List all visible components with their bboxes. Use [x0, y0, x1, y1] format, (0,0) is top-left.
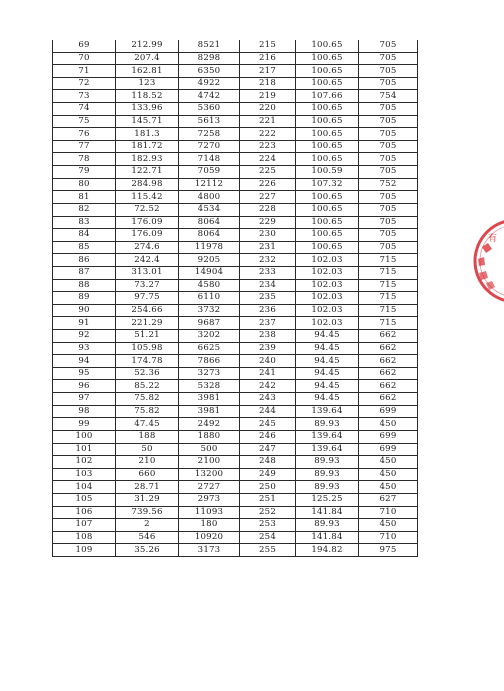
- table-cell-value-b: 5328: [179, 380, 240, 393]
- table-cell-row-no-2: 249: [240, 468, 296, 481]
- table-row: [53, 178, 418, 191]
- table-cell-value-a: 50: [116, 443, 179, 456]
- table-cell-row-no-2: 221: [240, 115, 296, 128]
- table-row: [53, 241, 418, 254]
- table-cell-value-c: 100.65: [296, 140, 359, 153]
- table-cell-value-b: 6625: [179, 342, 240, 355]
- table-cell-row-no-2: 250: [240, 481, 296, 494]
- table-cell-value-a: 221.29: [116, 317, 179, 330]
- table-cell-row-no-2: 220: [240, 103, 296, 116]
- table-cell-value-a: 242.4: [116, 254, 179, 267]
- table-cell-value-c: 100.65: [296, 128, 359, 141]
- table-cell-value-d: 450: [359, 481, 418, 494]
- table-cell-row-no: 76: [53, 128, 116, 141]
- table-cell-value-b: 6110: [179, 292, 240, 305]
- table-row: [53, 77, 418, 90]
- table-cell-value-a: 51.21: [116, 330, 179, 343]
- table-cell-value-a: 47.45: [116, 418, 179, 431]
- table-cell-row-no-2: 242: [240, 380, 296, 393]
- table-cell-value-d: 662: [359, 380, 418, 393]
- table-cell-row-no: 82: [53, 203, 116, 216]
- table-row: [53, 279, 418, 292]
- table-cell-value-d: 699: [359, 430, 418, 443]
- table-cell-value-c: 100.65: [296, 153, 359, 166]
- table-cell-value-b: 3202: [179, 330, 240, 343]
- table-row: [53, 355, 418, 368]
- table-cell-value-a: 176.09: [116, 216, 179, 229]
- table-row: [53, 506, 418, 519]
- table-cell-row-no-2: 236: [240, 304, 296, 317]
- table-cell-value-c: 100.59: [296, 166, 359, 179]
- table-cell-value-b: 4580: [179, 279, 240, 292]
- table-cell-row-no: 75: [53, 115, 116, 128]
- table-cell-value-a: 28.71: [116, 481, 179, 494]
- table-cell-row-no-2: 225: [240, 166, 296, 179]
- table-cell-value-b: 2100: [179, 456, 240, 469]
- table-cell-value-b: 1880: [179, 430, 240, 443]
- seal-text: 有: [488, 234, 498, 244]
- table-cell-value-a: 97.75: [116, 292, 179, 305]
- table-cell-value-d: 715: [359, 292, 418, 305]
- table-cell-row-no: 88: [53, 279, 116, 292]
- table-cell-value-c: 100.65: [296, 216, 359, 229]
- table-cell-row-no: 94: [53, 355, 116, 368]
- table-cell-row-no-2: 244: [240, 405, 296, 418]
- table-cell-row-no-2: 217: [240, 65, 296, 78]
- table-cell-row-no: 99: [53, 418, 116, 431]
- table-cell-value-a: 52.36: [116, 367, 179, 380]
- table-cell-value-b: 7148: [179, 153, 240, 166]
- table-cell-row-no-2: 232: [240, 254, 296, 267]
- table-cell-value-c: 100.65: [296, 103, 359, 116]
- table-cell-value-b: 180: [179, 519, 240, 532]
- table-cell-value-a: 284.98: [116, 178, 179, 191]
- table-cell-value-b: 7258: [179, 128, 240, 141]
- table-row: [53, 367, 418, 380]
- table-cell-value-d: 715: [359, 317, 418, 330]
- table-row: [53, 115, 418, 128]
- table-row: [53, 216, 418, 229]
- table-cell-row-no: 107: [53, 519, 116, 532]
- table-cell-value-b: 8298: [179, 52, 240, 65]
- table-cell-value-a: 174.78: [116, 355, 179, 368]
- table-cell-value-b: 10920: [179, 531, 240, 544]
- table-cell-value-c: 94.45: [296, 355, 359, 368]
- table-cell-value-b: 3273: [179, 367, 240, 380]
- table-cell-row-no: 102: [53, 456, 116, 469]
- table-cell-row-no: 78: [53, 153, 116, 166]
- table-cell-value-a: 739.56: [116, 506, 179, 519]
- table-cell-value-d: 754: [359, 90, 418, 103]
- table-cell-value-d: 705: [359, 77, 418, 90]
- table-cell-row-no-2: 229: [240, 216, 296, 229]
- table-cell-value-c: 94.45: [296, 367, 359, 380]
- table-cell-value-b: 3173: [179, 544, 240, 557]
- table-cell-value-d: 662: [359, 393, 418, 406]
- table-cell-row-no: 92: [53, 330, 116, 343]
- table-cell-value-b: 7059: [179, 166, 240, 179]
- table-cell-row-no-2: 247: [240, 443, 296, 456]
- table-cell-row-no-2: 245: [240, 418, 296, 431]
- table-cell-value-d: 662: [359, 330, 418, 343]
- table-cell-row-no-2: 246: [240, 430, 296, 443]
- table-cell-row-no-2: 251: [240, 493, 296, 506]
- table-cell-value-d: 705: [359, 115, 418, 128]
- table-cell-row-no: 100: [53, 430, 116, 443]
- table-cell-value-c: 102.03: [296, 279, 359, 292]
- table-cell-value-a: 207.4: [116, 52, 179, 65]
- table-row: [53, 380, 418, 393]
- table-cell-value-d: 662: [359, 355, 418, 368]
- table-row: [53, 317, 418, 330]
- table-cell-value-c: 141.84: [296, 506, 359, 519]
- table-cell-row-no: 69: [53, 40, 116, 52]
- table-cell-value-b: 2727: [179, 481, 240, 494]
- table-cell-value-c: 94.45: [296, 342, 359, 355]
- table-cell-value-a: 105.98: [116, 342, 179, 355]
- table-cell-value-c: 102.03: [296, 254, 359, 267]
- table-row: [53, 418, 418, 431]
- table-cell-value-c: 141.84: [296, 531, 359, 544]
- table-body: [53, 40, 418, 556]
- table-cell-value-d: 699: [359, 405, 418, 418]
- table-cell-value-d: 705: [359, 166, 418, 179]
- table-cell-value-c: 94.45: [296, 393, 359, 406]
- table-cell-value-a: 660: [116, 468, 179, 481]
- table-cell-value-b: 500: [179, 443, 240, 456]
- table-row: [53, 103, 418, 116]
- table-cell-value-c: 100.65: [296, 52, 359, 65]
- table-cell-value-c: 100.65: [296, 40, 359, 52]
- table-cell-value-d: 715: [359, 304, 418, 317]
- table-cell-value-c: 89.93: [296, 418, 359, 431]
- table-row: [53, 544, 418, 557]
- table-cell-value-d: 699: [359, 443, 418, 456]
- table-cell-row-no: 79: [53, 166, 116, 179]
- table-cell-row-no-2: 243: [240, 393, 296, 406]
- table-cell-value-b: 14904: [179, 266, 240, 279]
- table-cell-value-c: 100.65: [296, 241, 359, 254]
- table-cell-row-no-2: 230: [240, 229, 296, 242]
- table-cell-value-b: 5613: [179, 115, 240, 128]
- table-cell-row-no: 95: [53, 367, 116, 380]
- table-cell-row-no: 85: [53, 241, 116, 254]
- table-cell-value-c: 102.03: [296, 317, 359, 330]
- table-cell-row-no: 109: [53, 544, 116, 557]
- official-seal: [468, 213, 504, 309]
- table-cell-value-c: 89.93: [296, 481, 359, 494]
- data-table: [52, 40, 418, 557]
- table-cell-row-no-2: 241: [240, 367, 296, 380]
- table-cell-value-c: 100.65: [296, 65, 359, 78]
- table-cell-row-no: 80: [53, 178, 116, 191]
- table-row: [53, 292, 418, 305]
- table-cell-value-a: 254.66: [116, 304, 179, 317]
- table-cell-row-no: 97: [53, 393, 116, 406]
- table-cell-value-b: 11093: [179, 506, 240, 519]
- table-cell-row-no-2: 215: [240, 40, 296, 52]
- table-cell-value-c: 125.25: [296, 493, 359, 506]
- table-cell-row-no-2: 248: [240, 456, 296, 469]
- table-cell-value-d: 715: [359, 254, 418, 267]
- table-row: [53, 52, 418, 65]
- table-cell-row-no: 70: [53, 52, 116, 65]
- table-row: [53, 40, 418, 52]
- table-cell-value-d: 710: [359, 531, 418, 544]
- table-cell-row-no-2: 219: [240, 90, 296, 103]
- table-row: [53, 90, 418, 103]
- table-cell-value-a: 118.52: [116, 90, 179, 103]
- table-cell-row-no: 87: [53, 266, 116, 279]
- table-cell-row-no-2: 233: [240, 266, 296, 279]
- table-cell-row-no-2: 234: [240, 279, 296, 292]
- table-cell-row-no-2: 227: [240, 191, 296, 204]
- table-cell-value-a: 182.93: [116, 153, 179, 166]
- table-cell-value-d: 705: [359, 103, 418, 116]
- table-cell-value-a: 176.09: [116, 229, 179, 242]
- table-cell-value-d: 450: [359, 519, 418, 532]
- table-cell-value-a: 123: [116, 77, 179, 90]
- table-cell-row-no-2: 218: [240, 77, 296, 90]
- table-cell-row-no: 73: [53, 90, 116, 103]
- table-cell-value-c: 100.65: [296, 77, 359, 90]
- table-row: [53, 229, 418, 242]
- table-row: [53, 519, 418, 532]
- table-cell-value-b: 3981: [179, 405, 240, 418]
- table-cell-value-c: 94.45: [296, 330, 359, 343]
- table-cell-value-c: 139.64: [296, 443, 359, 456]
- table-cell-value-b: 7270: [179, 140, 240, 153]
- table-cell-value-b: 11978: [179, 241, 240, 254]
- table-cell-row-no: 105: [53, 493, 116, 506]
- table-cell-row-no-2: 216: [240, 52, 296, 65]
- table-row: [53, 153, 418, 166]
- table-cell-row-no: 74: [53, 103, 116, 116]
- table-cell-value-a: 115.42: [116, 191, 179, 204]
- table-row: [53, 140, 418, 153]
- table-row: [53, 456, 418, 469]
- table-row: [53, 166, 418, 179]
- table-row: [53, 65, 418, 78]
- table-cell-row-no-2: 254: [240, 531, 296, 544]
- table-cell-value-d: 450: [359, 456, 418, 469]
- table-cell-value-c: 107.32: [296, 178, 359, 191]
- table-cell-row-no-2: 237: [240, 317, 296, 330]
- table-cell-value-a: 181.3: [116, 128, 179, 141]
- table-cell-value-b: 4534: [179, 203, 240, 216]
- table-cell-row-no: 98: [53, 405, 116, 418]
- table-cell-row-no: 72: [53, 77, 116, 90]
- table-cell-value-a: 72.52: [116, 203, 179, 216]
- table-cell-row-no-2: 228: [240, 203, 296, 216]
- table-cell-row-no: 71: [53, 65, 116, 78]
- table-row: [53, 304, 418, 317]
- table-cell-value-d: 705: [359, 216, 418, 229]
- table-row: [53, 393, 418, 406]
- table-cell-value-d: 627: [359, 493, 418, 506]
- table-cell-value-d: 705: [359, 229, 418, 242]
- table-cell-value-c: 89.93: [296, 456, 359, 469]
- table-cell-value-c: 94.45: [296, 380, 359, 393]
- table-row: [53, 531, 418, 544]
- table-row: [53, 191, 418, 204]
- table-cell-value-a: 75.82: [116, 393, 179, 406]
- table-cell-row-no-2: 226: [240, 178, 296, 191]
- table-row: [53, 342, 418, 355]
- table-cell-row-no-2: 223: [240, 140, 296, 153]
- table-cell-value-d: 705: [359, 65, 418, 78]
- table-cell-value-d: 450: [359, 468, 418, 481]
- table-cell-value-a: 35.26: [116, 544, 179, 557]
- table-cell-value-a: 313.01: [116, 266, 179, 279]
- table-row: [53, 128, 418, 141]
- table-cell-row-no-2: 231: [240, 241, 296, 254]
- table-cell-value-d: 752: [359, 178, 418, 191]
- table-cell-row-no: 108: [53, 531, 116, 544]
- table-cell-value-b: 9687: [179, 317, 240, 330]
- table-cell-value-b: 8064: [179, 229, 240, 242]
- table-row: [53, 443, 418, 456]
- table-row: [53, 254, 418, 267]
- table-cell-value-d: 705: [359, 52, 418, 65]
- table-cell-value-b: 9205: [179, 254, 240, 267]
- table-cell-row-no-2: 253: [240, 519, 296, 532]
- table-cell-value-d: 705: [359, 203, 418, 216]
- table-cell-value-b: 2973: [179, 493, 240, 506]
- table-cell-value-a: 162.81: [116, 65, 179, 78]
- table-cell-row-no-2: 255: [240, 544, 296, 557]
- table-cell-value-c: 100.65: [296, 191, 359, 204]
- table-cell-value-c: 89.93: [296, 468, 359, 481]
- table-row: [53, 266, 418, 279]
- table-cell-value-a: 212.99: [116, 40, 179, 52]
- table-row: [53, 203, 418, 216]
- table-cell-value-b: 4922: [179, 77, 240, 90]
- table-cell-row-no: 77: [53, 140, 116, 153]
- table-cell-value-a: 133.96: [116, 103, 179, 116]
- table-cell-value-c: 107.66: [296, 90, 359, 103]
- table-cell-row-no-2: 222: [240, 128, 296, 141]
- table-cell-value-b: 5360: [179, 103, 240, 116]
- table-cell-value-b: 3732: [179, 304, 240, 317]
- table-cell-row-no: 91: [53, 317, 116, 330]
- table-cell-value-c: 100.65: [296, 229, 359, 242]
- table-cell-value-b: 7866: [179, 355, 240, 368]
- table-cell-row-no-2: 235: [240, 292, 296, 305]
- table-cell-value-b: 8064: [179, 216, 240, 229]
- table-cell-value-d: 705: [359, 128, 418, 141]
- table-cell-value-b: 2492: [179, 418, 240, 431]
- table-cell-value-c: 89.93: [296, 519, 359, 532]
- table-cell-value-b: 3981: [179, 393, 240, 406]
- table-cell-value-b: 6350: [179, 65, 240, 78]
- table-cell-row-no: 86: [53, 254, 116, 267]
- table-cell-value-a: 122.71: [116, 166, 179, 179]
- table-row: [53, 468, 418, 481]
- table-cell-row-no-2: 252: [240, 506, 296, 519]
- table-cell-value-d: 715: [359, 279, 418, 292]
- table-cell-row-no: 89: [53, 292, 116, 305]
- table-cell-value-d: 705: [359, 241, 418, 254]
- table-cell-row-no: 96: [53, 380, 116, 393]
- table-cell-value-b: 12112: [179, 178, 240, 191]
- table-row: [53, 405, 418, 418]
- table-cell-value-d: 705: [359, 140, 418, 153]
- table-cell-row-no-2: 238: [240, 330, 296, 343]
- table-cell-value-d: 705: [359, 40, 418, 52]
- table-cell-value-d: 705: [359, 191, 418, 204]
- table-cell-value-a: 73.27: [116, 279, 179, 292]
- table-cell-value-b: 4742: [179, 90, 240, 103]
- table-cell-value-d: 975: [359, 544, 418, 557]
- table-cell-value-a: 2: [116, 519, 179, 532]
- table-cell-value-d: 710: [359, 506, 418, 519]
- table-cell-value-c: 139.64: [296, 405, 359, 418]
- table-cell-value-d: 450: [359, 418, 418, 431]
- table-cell-value-d: 662: [359, 367, 418, 380]
- table-cell-value-c: 194.82: [296, 544, 359, 557]
- table-cell-row-no: 90: [53, 304, 116, 317]
- table-cell-value-b: 8521: [179, 40, 240, 52]
- table-cell-value-a: 188: [116, 430, 179, 443]
- table-cell-value-d: 705: [359, 153, 418, 166]
- table-cell-value-b: 13200: [179, 468, 240, 481]
- table-row: [53, 430, 418, 443]
- table-row: [53, 493, 418, 506]
- table-cell-value-d: 662: [359, 342, 418, 355]
- table-cell-value-c: 100.65: [296, 203, 359, 216]
- table-cell-value-c: 139.64: [296, 430, 359, 443]
- table-cell-value-b: 4800: [179, 191, 240, 204]
- table-cell-row-no: 93: [53, 342, 116, 355]
- table-cell-value-a: 75.82: [116, 405, 179, 418]
- table-cell-value-a: 210: [116, 456, 179, 469]
- table-row: [53, 330, 418, 343]
- table-cell-row-no: 81: [53, 191, 116, 204]
- table-cell-row-no: 83: [53, 216, 116, 229]
- table-cell-row-no: 84: [53, 229, 116, 242]
- table-cell-value-a: 31.29: [116, 493, 179, 506]
- table-cell-value-c: 100.65: [296, 115, 359, 128]
- table-cell-value-a: 274.6: [116, 241, 179, 254]
- table-cell-value-a: 546: [116, 531, 179, 544]
- table-cell-value-c: 102.03: [296, 304, 359, 317]
- table-cell-row-no-2: 240: [240, 355, 296, 368]
- table-cell-value-a: 85.22: [116, 380, 179, 393]
- table-cell-row-no: 103: [53, 468, 116, 481]
- table-cell-value-a: 145.71: [116, 115, 179, 128]
- table-cell-value-c: 102.03: [296, 266, 359, 279]
- table-row: [53, 481, 418, 494]
- table-cell-row-no: 101: [53, 443, 116, 456]
- table-cell-row-no-2: 239: [240, 342, 296, 355]
- table-cell-row-no-2: 224: [240, 153, 296, 166]
- table-cell-value-c: 102.03: [296, 292, 359, 305]
- table-cell-value-a: 181.72: [116, 140, 179, 153]
- table-cell-row-no: 104: [53, 481, 116, 494]
- table-cell-row-no: 106: [53, 506, 116, 519]
- table-cell-value-d: 715: [359, 266, 418, 279]
